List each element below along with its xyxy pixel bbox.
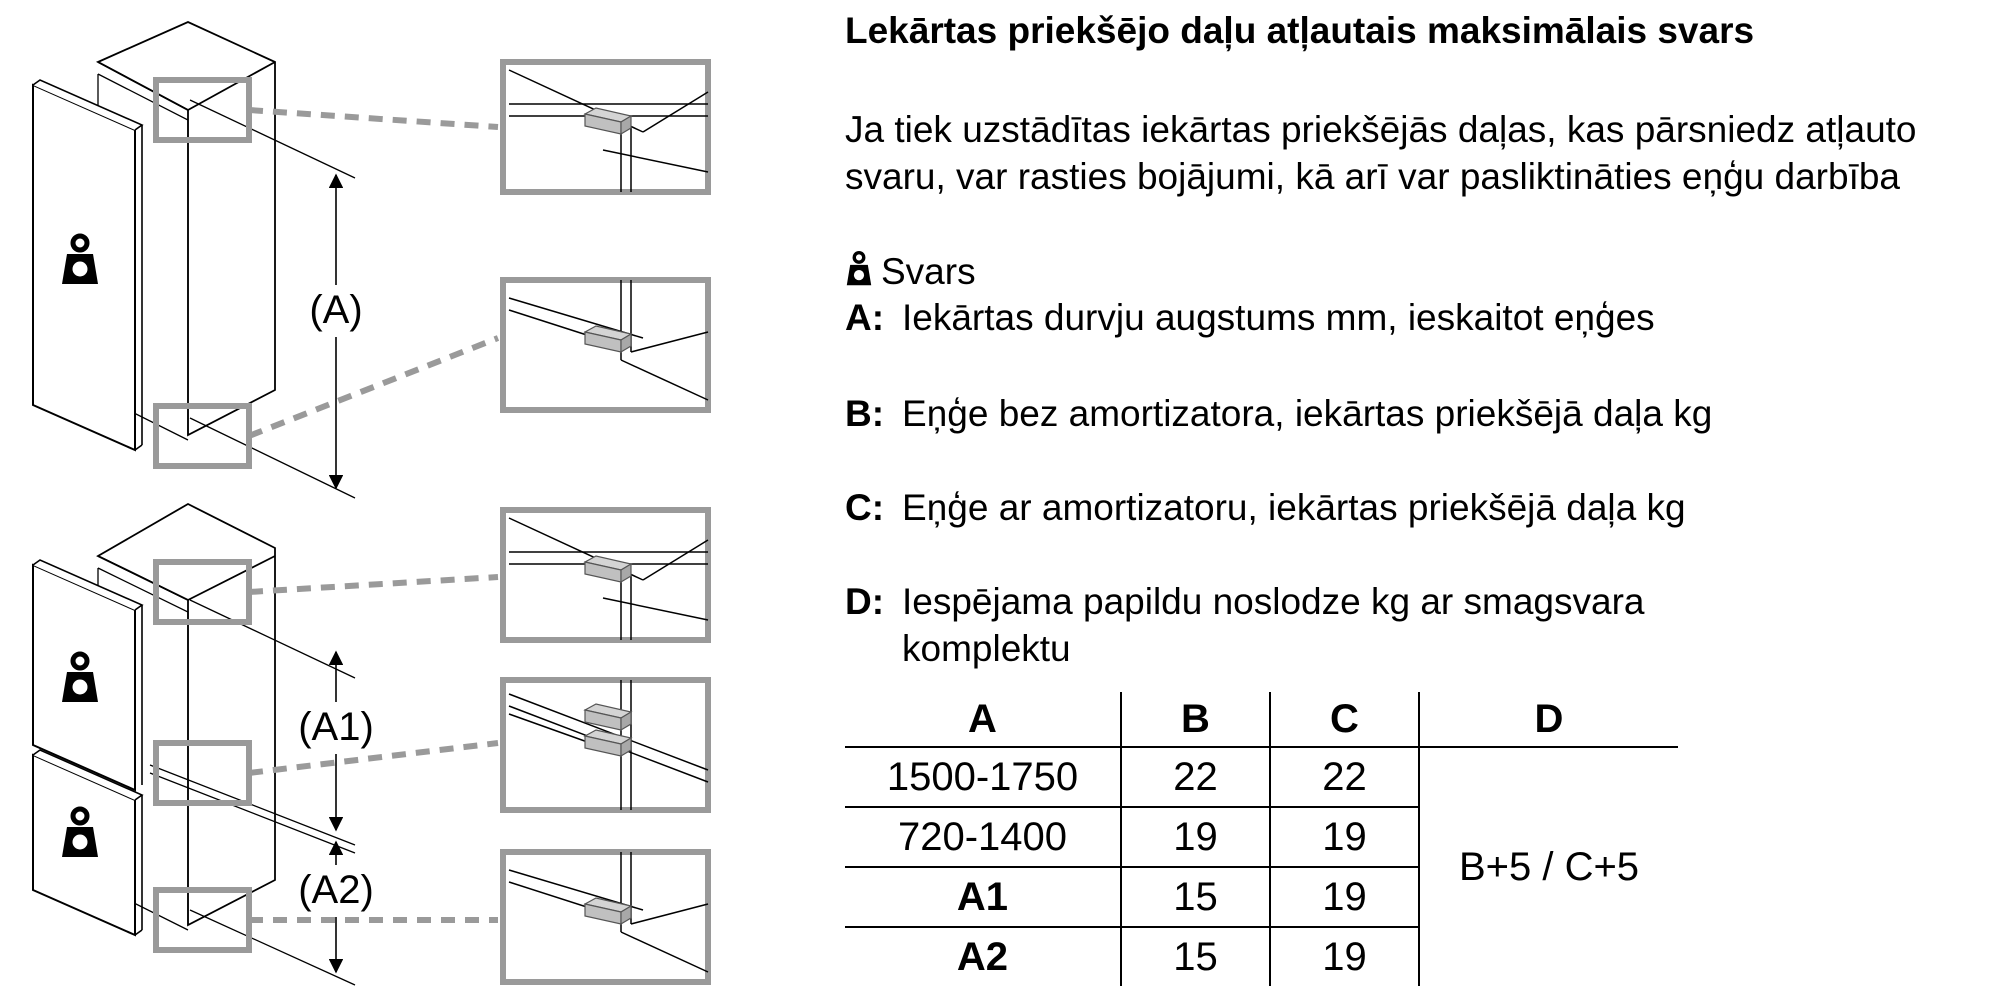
hinge-diagram [0,0,850,1000]
table-cell: 720-1400 [845,807,1121,867]
table-cell: 19 [1270,927,1419,986]
legend-d-line1: Iespējama papildu noslodze kg ar smagsvara [902,581,1645,622]
dimension-label-a: (A) [309,288,363,332]
table-cell: 1500-1750 [845,747,1121,807]
legend-a [845,297,1655,339]
legend-d-key: D: [845,581,885,622]
table-header-d: D [1419,692,1678,747]
detail-hinge-middle [503,680,708,810]
page-title: Lekārtas priekšējo daļu atļautais maksimālais svars [845,10,1755,51]
table-cell: A2 [956,934,1009,979]
table-cell: 19 [1270,867,1419,927]
detail-hinge-upper [503,510,708,640]
legend-c-key: C: [845,487,885,528]
legend-c [845,487,1686,529]
dimension-label-a1: (A1) [298,705,374,749]
legend-a-text: Iekārtas durvju augstums mm, ieskaitot eņģes [902,297,1655,338]
info-panel [845,0,1995,1000]
legend-b-key: B: [845,393,885,434]
table-row [845,747,1678,807]
table-cell: 15 [1121,867,1270,927]
intro-text: Ja tiek uzstādītas iekārtas priekšējās daļas, kas pārsniedz atļauto svaru, var rasties bojājumi, kā arī var pasliktināties eņģu darbība [845,109,1917,197]
double-door-appliance [33,504,498,985]
legend-weight-label: Svars [881,251,976,292]
detail-hinge-bottom [503,280,708,410]
legend-c-text: Eņģe ar amortizatoru, iekārtas priekšējā daļa kg [902,487,1686,528]
legend-weight [845,250,976,297]
table-cell: 22 [1121,747,1270,807]
legend-d-line2: komplektu [902,628,1071,669]
table-header-c: C [1270,692,1419,747]
legend-d [845,581,1644,623]
detail-hinge-lower [503,852,708,982]
table-header-b: B [1121,692,1270,747]
single-door-appliance [33,22,498,498]
dimension-label-a2: (A2) [298,868,374,912]
legend-b [845,393,1712,435]
detail-hinge-top [503,62,708,192]
table-header-a: A [845,692,1121,747]
table-cell: 15 [1121,927,1270,986]
table-cell: 19 [1121,807,1270,867]
table-cell: A1 [845,867,1121,927]
legend-b-text: Eņģe bez amortizatora, iekārtas priekšējā daļa kg [902,393,1713,434]
table-cell: 19 [1270,807,1419,867]
legend-a-key: A: [845,297,885,338]
table-cell-d-merged: B+5 / C+5 [1419,747,1678,986]
weight-icon [845,250,873,297]
weight-table [845,692,1678,986]
table-cell: 22 [1270,747,1419,807]
